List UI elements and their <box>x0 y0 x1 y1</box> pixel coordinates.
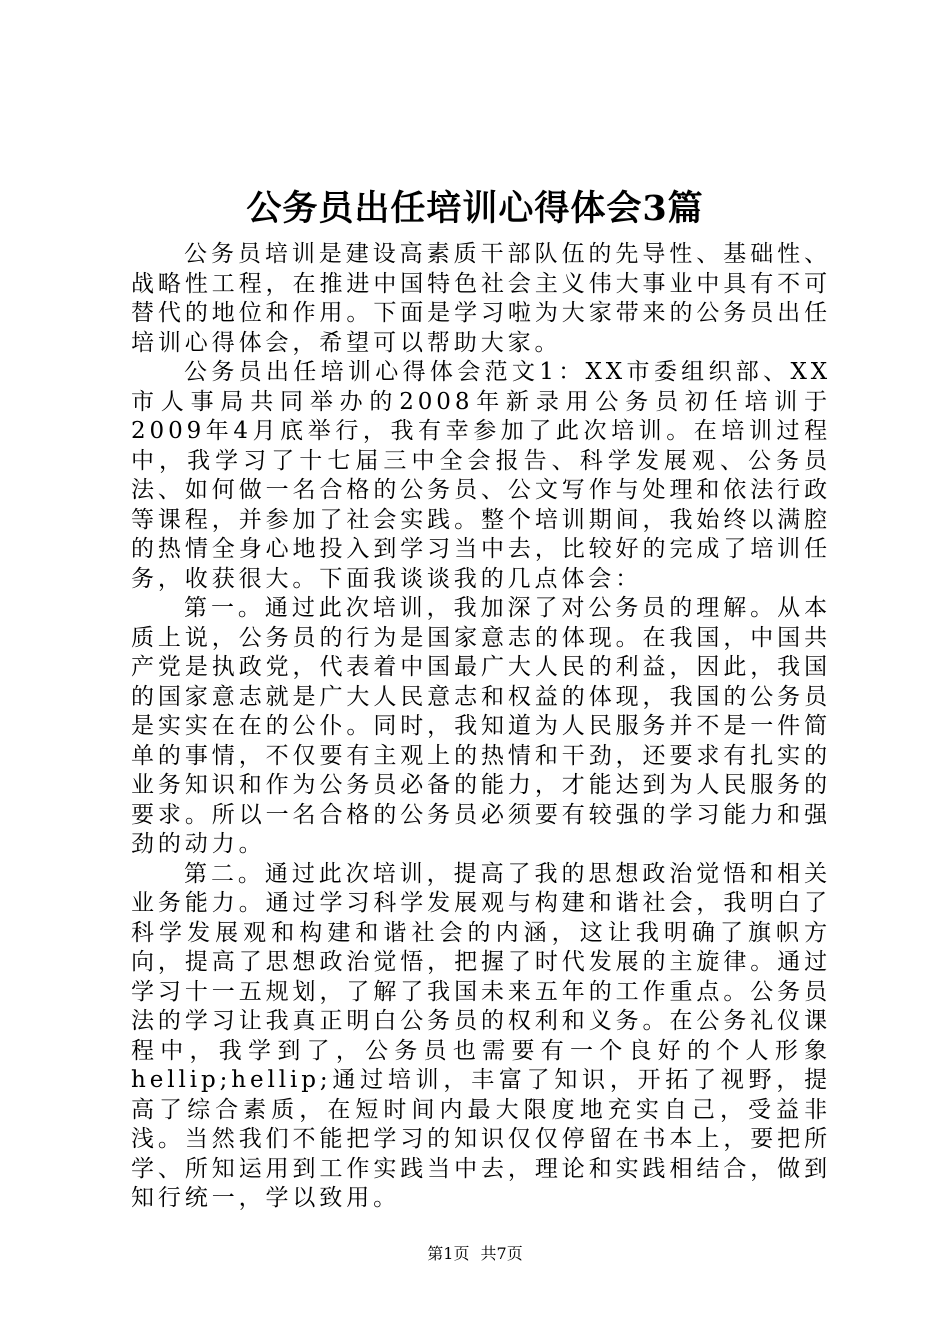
page-footer <box>0 1243 950 1265</box>
page-number: 第1页 <box>427 1244 470 1263</box>
paragraph-intro: 公务员培训是建设高素质干部队伍的先导性、基础性、战略性工程，在推进中国特色社会主义伟大事业中具有不可替代的地位和作用。下面是学习啦为大家带来的公务员出任培训心得体会，希望可以帮助大家。 <box>131 241 831 356</box>
page-total: 共7页 <box>480 1244 523 1263</box>
paragraph-point-1: 第一。通过此次培训，我加深了对公务员的理解。从本质上说，公务员的行为是国家意志的体现。在我国，中国共产党是执政党，代表着中国最广大人民的利益，因此，我国的国家意志就是广大人民意志和权益的体现，我国的公务员是实实在在的公仆。同时，我知道为人民服务并不是一件简单的事情，不仅要有主观上的热情和干劲，还要求有扎实的业务知识和作为公务员必备的能力，才能达到为人民服务的要求。所以一名合格的公务员必须要有较强的学习能力和强劲的动力。 <box>131 595 831 857</box>
paragraph-point-2: 第二。通过此次培训，提高了我的思想政治觉悟和相关业务能力。通过学习科学发展观与构建和谐社会，我明白了科学发展观和构建和谐社会的内涵，这让我明确了旗帜方向，提高了思想政治觉悟，把握了时代发展的主旋律。通过学习十一五规划，了解了我国未来五年的工作重点。公务员法的学习让我真正明白公务员的权利和义务。在公务礼仪课程中，我学到了，公务员也需要有一个良好的个人形象hellip;hellip;通过培训，丰富了知识，开拓了视野，提高了综合素质，在短时间内最大限度地充实自己，受益非浅。当然我们不能把学习的知识仅仅停留在书本上，要把所学、所知运用到工作实践当中去，理论和实践相结合，做到知行统一，学以致用。 <box>131 860 831 1211</box>
document-title: 公务员出任培训心得体会3篇 <box>246 188 704 229</box>
paragraph-sample-1: 公务员出任培训心得体会范文1：XX市委组织部、XX市人事局共同举办的2008年新录用公务员初任培训于2009年4月底举行，我有幸参加了此次培训。在培训过程中，我学习了十七届三中全会报告、科学发展观、公务员法、如何做一名合格的公务员、公文写作与处理和依法行政等课程，并参加了社会实践。整个培训期间，我始终以满腔的热情全身心地投入到学习当中去，比较好的完成了培训任务，收获很大。下面我谈谈我的几点体会： <box>131 359 831 592</box>
document-body <box>131 240 831 1214</box>
